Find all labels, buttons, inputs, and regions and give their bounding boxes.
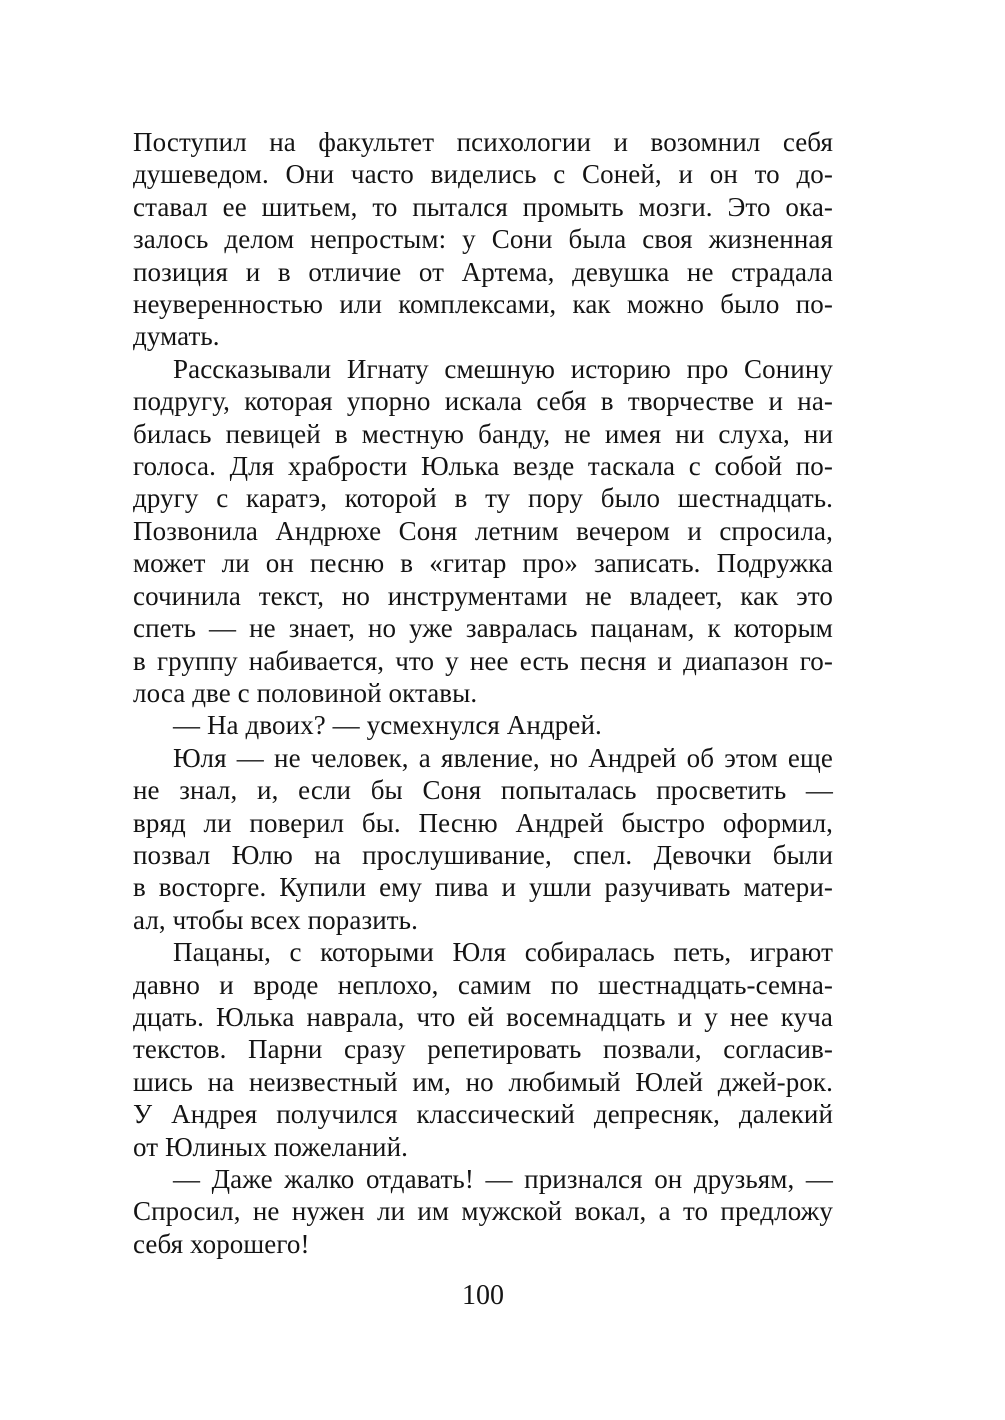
text-line: ставал ее шитьем, то пытался промыть мозги. Это ока-: [133, 191, 833, 222]
text-line: не знал, и, если бы Соня попыталась просветить —: [133, 775, 833, 806]
text-line: в восторге. Купили ему пива и ушли разучивать матери-: [133, 872, 833, 903]
text-line: шись на неизвестный им, но любимый Юлей джей-рок.: [133, 1066, 833, 1097]
text-line: давно и вроде неплохо, самим по шестнадцать-семна-: [133, 969, 833, 1000]
text-line: голоса. Для храбрости Юлька везде таскала с собой по-: [133, 451, 833, 482]
page-number: 100: [462, 1280, 504, 1311]
text-line: позиция и в отличие от Артема, девушка не страдала: [133, 256, 833, 287]
text-line: Поступил на факультет психологии и возомнил себя: [133, 127, 833, 157]
text-line: — Даже жалко отдавать! — признался он друзьям, —: [173, 1164, 833, 1194]
text-line: душеведом. Они часто виделись с Соней, и он то до-: [133, 159, 833, 190]
paragraph: [133, 936, 833, 1163]
text-line: в группу набивается, что у нее есть песня и диапазон го-: [133, 645, 833, 676]
text-line: дцать. Юлька наврала, что ей восемнадцать и у нее куча: [133, 1001, 833, 1032]
text-line: У Андрея получился классический депресняк, далекий: [133, 1099, 833, 1130]
text-line: неуверенностью или комплексами, как можно было по-: [133, 289, 833, 320]
text-line: ал, чтобы всех поразить.: [133, 904, 418, 935]
paragraph: [133, 353, 833, 709]
text-line: лоса две с половиной октавы.: [133, 677, 478, 708]
text-line: сочинила текст, но инструментами не владеет, как это: [133, 580, 833, 611]
text-line: Пацаны, с которыми Юля собиралась петь, играют: [173, 937, 833, 968]
text-line: другу с каратэ, которой в ту пору было шестнадцать.: [133, 483, 833, 514]
text-line: думать.: [133, 321, 220, 352]
text-line: Позвонила Андрюхе Соня летним вечером и спросила,: [133, 515, 833, 546]
text-line: Юля — не человек, а явление, но Андрей об этом еще: [173, 742, 833, 773]
text-block: [133, 126, 833, 1260]
text-line: от Юлиных пожеланий.: [133, 1131, 408, 1162]
paragraph: [133, 126, 833, 353]
paragraph: [133, 742, 833, 936]
text-line: может ли он песню в «гитар про» записать. Подружка: [133, 548, 833, 579]
text-line: позвал Юлю на прослушивание, спел. Девочки были: [133, 839, 833, 870]
text-line: текстов. Парни сразу репетировать позвали, согласив-: [133, 1034, 833, 1065]
text-line: Спросил, не нужен ли им мужской вокал, а то предложу: [133, 1196, 833, 1227]
paragraph: [133, 709, 833, 741]
text-line: залось делом непростым: у Сони была своя жизненная: [133, 224, 833, 255]
text-line: билась певицей в местную банду, не имея ни слуха, ни: [133, 418, 833, 449]
text-line: — На двоих? — усмехнулся Андрей.: [173, 710, 602, 741]
text-line: подругу, которая упорно искала себя в творчестве и на-: [133, 386, 833, 417]
text-line: спеть — не знает, но уже завралась пацанам, к которым: [133, 613, 833, 644]
text-line: Рассказывали Игнату смешную историю про Сонину: [173, 353, 833, 384]
text-line: вряд ли поверил бы. Песню Андрей быстро оформил,: [133, 807, 833, 838]
paragraph: [133, 1163, 833, 1260]
text-line: себя хорошего!: [133, 1228, 310, 1259]
